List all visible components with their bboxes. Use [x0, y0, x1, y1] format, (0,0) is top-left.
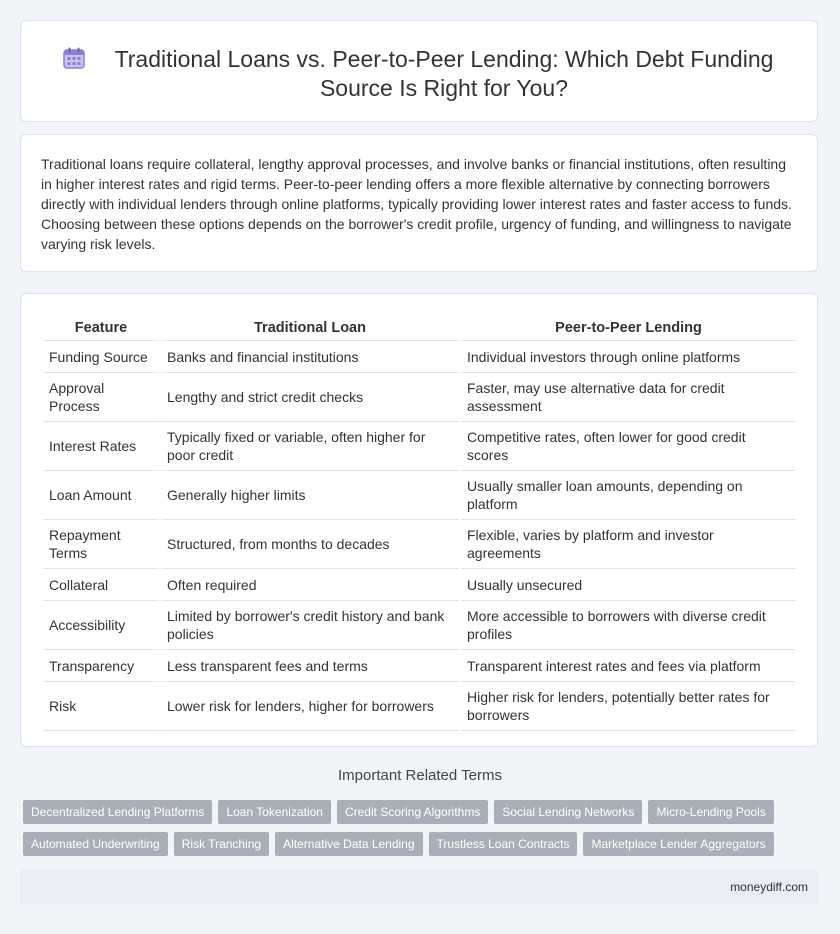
p2p-cell: More accessible to borrowers with diverse credit profiles	[461, 601, 796, 650]
feature-cell: Repayment Terms	[43, 520, 159, 569]
related-term-chip[interactable]: Trustless Loan Contracts	[429, 832, 578, 856]
table-row	[43, 650, 796, 682]
footer-site-link[interactable]: moneydiff.com	[730, 880, 808, 894]
p2p-cell: Faster, may use alternative data for credit assessment	[461, 373, 796, 422]
table-row	[43, 471, 796, 520]
related-term-chip[interactable]: Micro-Lending Pools	[648, 800, 773, 824]
traditional-cell: Structured, from months to decades	[161, 520, 459, 569]
table-row	[43, 422, 796, 471]
header-feature: Feature	[43, 314, 159, 341]
header-traditional-loan: Traditional Loan	[161, 314, 459, 341]
feature-cell: Risk	[43, 682, 159, 731]
p2p-cell: Higher risk for lenders, potentially better rates for borrowers	[461, 682, 796, 731]
feature-cell: Funding Source	[43, 341, 159, 373]
title-card	[20, 20, 818, 122]
table-row	[43, 341, 796, 373]
related-term-chip[interactable]: Marketplace Lender Aggregators	[583, 832, 773, 856]
related-term-chip[interactable]: Alternative Data Lending	[275, 832, 422, 856]
feature-cell: Interest Rates	[43, 422, 159, 471]
related-terms-title: Important Related Terms	[338, 767, 502, 784]
related-term-chip[interactable]: Risk Tranching	[174, 832, 269, 856]
footer	[20, 870, 818, 904]
intro-paragraph: Traditional loans require collateral, lengthy approval processes, and involve banks or financial institutions, often resulting in higher interest rates and rigid terms. Peer-to-peer lending offers a more flexible alternative by connecting borrowers directly with individual lenders through online platforms, typically providing lower interest rates and faster access to funds. Choosing between these options depends on the borrower's credit profile, urgency of funding, and willingness to navigate varying risk levels.	[41, 156, 792, 252]
related-terms-row-1	[23, 800, 823, 824]
p2p-cell: Individual investors through online platforms	[461, 341, 796, 373]
feature-cell: Collateral	[43, 569, 159, 601]
feature-cell: Approval Process	[43, 373, 159, 422]
table-row	[43, 569, 796, 601]
table-row	[43, 682, 796, 731]
table-row	[43, 601, 796, 650]
comparison-table-card	[20, 293, 818, 747]
traditional-cell: Lengthy and strict credit checks	[161, 373, 459, 422]
traditional-cell: Less transparent fees and terms	[161, 650, 459, 682]
traditional-cell: Often required	[161, 569, 459, 601]
comparison-table	[41, 314, 798, 731]
traditional-cell: Limited by borrower's credit history and bank policies	[161, 601, 459, 650]
p2p-cell: Usually unsecured	[461, 569, 796, 601]
related-terms-row-2	[23, 832, 823, 856]
related-term-chip[interactable]: Automated Underwriting	[23, 832, 168, 856]
feature-cell: Loan Amount	[43, 471, 159, 520]
related-term-chip[interactable]: Social Lending Networks	[494, 800, 642, 824]
traditional-cell: Banks and financial institutions	[161, 341, 459, 373]
traditional-cell: Typically fixed or variable, often higher for poor credit	[161, 422, 459, 471]
traditional-cell: Lower risk for lenders, higher for borrowers	[161, 682, 459, 731]
feature-cell: Accessibility	[43, 601, 159, 650]
p2p-cell: Competitive rates, often lower for good credit scores	[461, 422, 796, 471]
page-title: Traditional Loans vs. Peer-to-Peer Lending: Which Debt Funding Source Is Right for You?	[114, 46, 774, 101]
feature-cell: Transparency	[43, 650, 159, 682]
p2p-cell: Flexible, varies by platform and investor agreements	[461, 520, 796, 569]
table-row	[43, 520, 796, 569]
table-header-row	[43, 314, 796, 341]
traditional-cell: Generally higher limits	[161, 471, 459, 520]
header-peer-to-peer: Peer-to-Peer Lending	[461, 314, 796, 341]
p2p-cell: Usually smaller loan amounts, depending on platform	[461, 471, 796, 520]
table-row	[43, 373, 796, 422]
related-term-chip[interactable]: Decentralized Lending Platforms	[23, 800, 212, 824]
calendar-icon	[62, 46, 86, 70]
intro-card	[20, 134, 818, 272]
related-term-chip[interactable]: Loan Tokenization	[218, 800, 331, 824]
related-term-chip[interactable]: Credit Scoring Algorithms	[337, 800, 488, 824]
p2p-cell: Transparent interest rates and fees via platform	[461, 650, 796, 682]
